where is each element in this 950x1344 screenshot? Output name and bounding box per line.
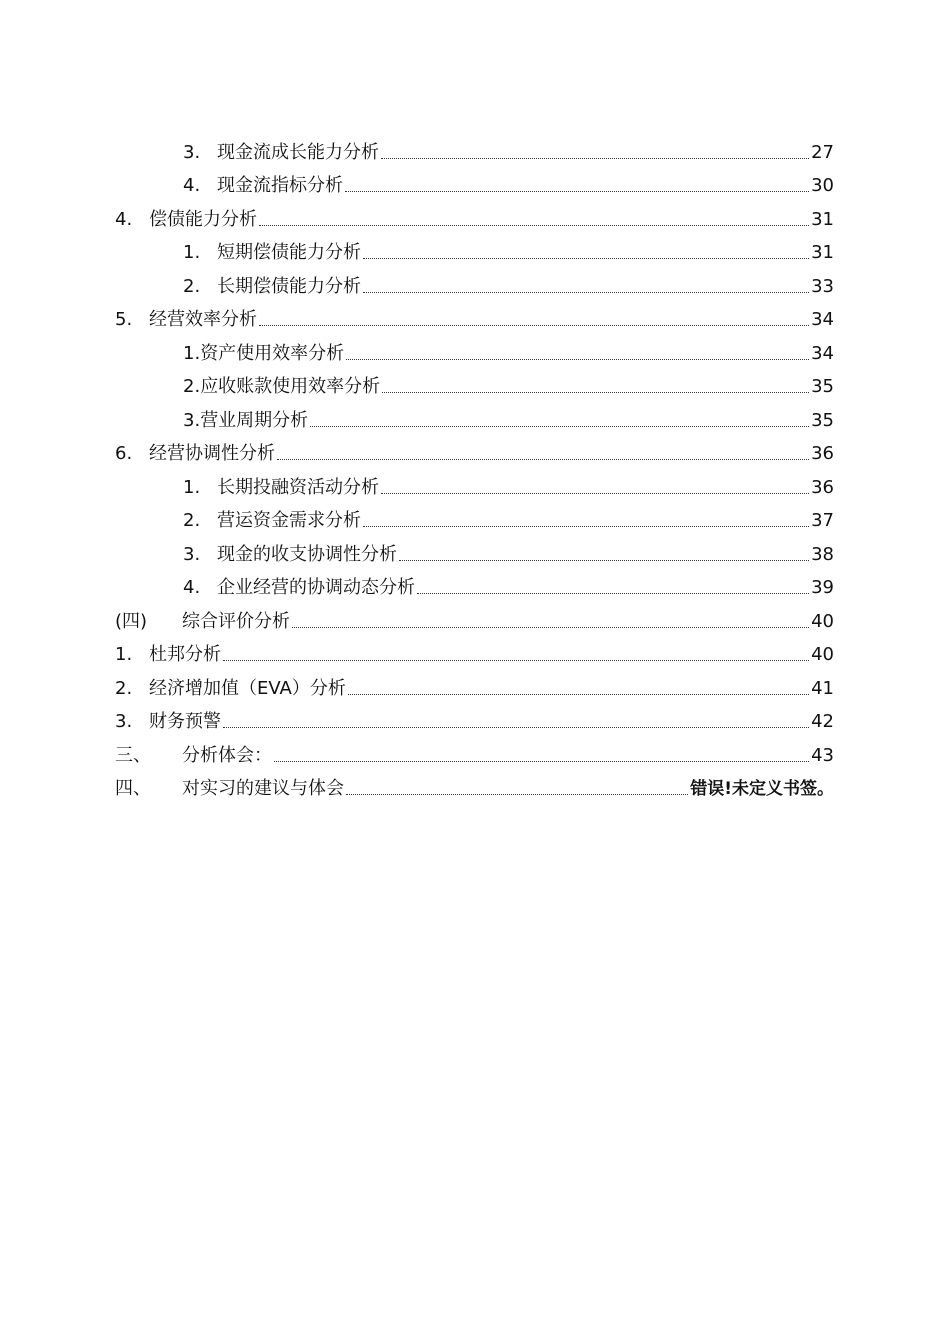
toc-entry[interactable] — [0, 471, 950, 505]
toc-dot-leader — [363, 526, 809, 527]
toc-dot-leader — [223, 727, 809, 728]
toc-dot-leader — [363, 292, 809, 293]
toc-entry-number: (四) — [115, 610, 148, 632]
toc-entry[interactable] — [0, 505, 950, 539]
toc-entry-page-number: 31 — [811, 242, 834, 264]
toc-entry[interactable] — [0, 572, 950, 606]
toc-entry-number: 6. — [115, 443, 133, 465]
toc-entry-label: 经济增加值（EVA）分析 — [149, 677, 346, 699]
toc-entry-page-number: 38 — [811, 543, 834, 565]
toc-entry-number: 四、 — [115, 778, 151, 800]
toc-entry-label: 经营协调性分析 — [149, 443, 275, 465]
toc-dot-leader — [259, 225, 809, 226]
toc-entry-label: 长期投融资活动分析 — [217, 476, 379, 498]
toc-entry-number: 4. — [183, 577, 201, 599]
table-of-contents — [0, 136, 950, 806]
toc-entry-label: 杜邦分析 — [149, 644, 221, 666]
toc-dot-leader — [382, 392, 809, 393]
toc-entry[interactable] — [0, 538, 950, 572]
toc-entry-page-number: 31 — [811, 208, 834, 230]
toc-entry-page-number: 27 — [811, 141, 834, 163]
toc-dot-leader — [277, 459, 809, 460]
toc-entry-number: 4. — [115, 208, 133, 230]
toc-entry-label: 营运资金需求分析 — [217, 510, 361, 532]
toc-entry-label: 综合评价分析 — [182, 610, 290, 632]
toc-dot-leader — [417, 593, 809, 594]
toc-dot-leader — [363, 258, 809, 259]
toc-entry-label: 经营效率分析 — [149, 309, 257, 331]
toc-entry[interactable] — [0, 237, 950, 271]
toc-entry-page-number: 34 — [811, 342, 834, 364]
toc-entry-number: 2. — [183, 275, 201, 297]
toc-entry-page-number: 35 — [811, 409, 834, 431]
toc-dot-leader — [274, 761, 809, 762]
toc-entry[interactable] — [0, 706, 950, 740]
toc-entry[interactable] — [0, 672, 950, 706]
toc-entry-number: 4. — [183, 175, 201, 197]
toc-dot-leader — [310, 426, 809, 427]
toc-entry-label: 企业经营的协调动态分析 — [217, 577, 415, 599]
toc-entry-label: 应收账款使用效率分析 — [200, 376, 381, 398]
toc-entry-page-number: 33 — [811, 275, 834, 297]
toc-entry-number: 5. — [115, 309, 133, 331]
toc-entry-page-number: 43 — [811, 744, 834, 766]
toc-entry-page-number: 40 — [811, 610, 834, 632]
toc-entry[interactable] — [0, 438, 950, 472]
toc-entry-label: 营业周期分析 — [200, 409, 309, 431]
toc-entry-error-text: 错误!未定义书签。 — [690, 778, 834, 799]
toc-dot-leader — [399, 560, 809, 561]
toc-entry[interactable] — [0, 170, 950, 204]
toc-entry-page-number: 36 — [811, 443, 834, 465]
toc-entry-page-number: 35 — [811, 376, 834, 398]
toc-entry-label: 现金的收支协调性分析 — [217, 543, 397, 565]
toc-dot-leader — [345, 191, 809, 192]
toc-entry-label: 对实习的建议与体会 — [182, 778, 344, 800]
toc-entry[interactable] — [0, 270, 950, 304]
toc-entry-page-number: 39 — [811, 577, 834, 599]
toc-entry-number: 3. — [183, 543, 201, 565]
toc-entry-number: 1. — [115, 644, 133, 666]
toc-dot-leader — [259, 325, 809, 326]
toc-dot-leader — [381, 493, 809, 494]
toc-dot-leader — [346, 794, 688, 795]
toc-entry-label: 长期偿债能力分析 — [217, 275, 361, 297]
toc-entry[interactable] — [0, 371, 950, 405]
toc-entry[interactable] — [0, 739, 950, 773]
toc-entry-label: 现金流成长能力分析 — [217, 141, 379, 163]
toc-entry-number: 3. — [183, 409, 201, 431]
toc-entry[interactable] — [0, 605, 950, 639]
toc-dot-leader — [292, 627, 809, 628]
toc-entry[interactable] — [0, 639, 950, 673]
toc-entry-label: 分析体会： — [182, 744, 272, 766]
toc-entry-number: 2. — [115, 677, 133, 699]
toc-entry-number: 1. — [183, 242, 201, 264]
toc-entry-page-number: 41 — [811, 677, 834, 699]
toc-entry-number: 2. — [183, 376, 201, 398]
toc-dot-leader — [223, 660, 809, 661]
toc-entry-label: 短期偿债能力分析 — [217, 242, 361, 264]
toc-entry-label: 资产使用效率分析 — [200, 342, 345, 364]
toc-dot-leader — [346, 359, 809, 360]
toc-entry-number: 3. — [115, 711, 133, 733]
toc-entry-number: 三、 — [115, 744, 151, 766]
toc-entry[interactable] — [0, 337, 950, 371]
toc-entry-number: 2. — [183, 510, 201, 532]
toc-entry-number: 3. — [183, 141, 201, 163]
toc-entry-label: 偿债能力分析 — [149, 208, 257, 230]
toc-entry-number: 1. — [183, 476, 201, 498]
toc-entry[interactable] — [0, 136, 950, 170]
toc-entry-number: 1. — [183, 342, 201, 364]
toc-entry-page-number: 40 — [811, 644, 834, 666]
toc-entry-page-number: 36 — [811, 476, 834, 498]
toc-entry[interactable] — [0, 773, 950, 807]
toc-dot-leader — [381, 158, 809, 159]
toc-entry-page-number: 34 — [811, 309, 834, 331]
toc-entry-page-number: 42 — [811, 711, 834, 733]
toc-entry-label: 财务预警 — [149, 711, 221, 733]
toc-entry[interactable] — [0, 304, 950, 338]
toc-dot-leader — [348, 694, 809, 695]
toc-entry-page-number: 30 — [811, 175, 834, 197]
toc-entry-page-number: 37 — [811, 510, 834, 532]
toc-entry[interactable] — [0, 203, 950, 237]
toc-entry[interactable] — [0, 404, 950, 438]
toc-entry-label: 现金流指标分析 — [217, 175, 343, 197]
